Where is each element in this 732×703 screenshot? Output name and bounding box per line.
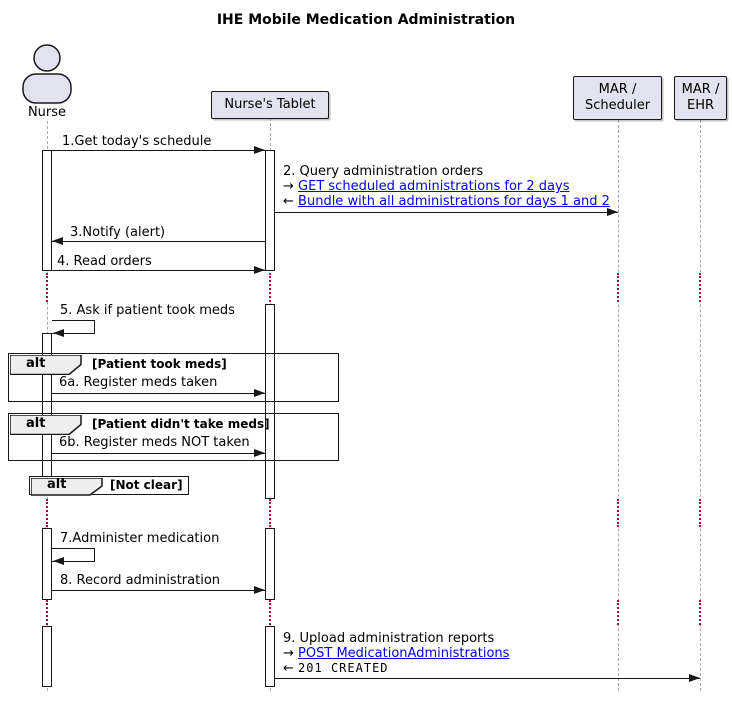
participant-scheduler bbox=[573, 76, 662, 120]
activation-bar-nurse bbox=[42, 626, 52, 687]
message-6b-label: 6b. Register meds NOT taken bbox=[59, 435, 250, 450]
delay-dots bbox=[44, 499, 51, 527]
message-2-label bbox=[283, 164, 610, 209]
activation-bar-tablet bbox=[265, 626, 275, 687]
delay-dots bbox=[267, 600, 274, 625]
alt-operator-label: alt bbox=[47, 477, 67, 492]
message-2-text: 2. Query administration orders bbox=[283, 164, 484, 179]
message-3-label: 3.Notify (alert) bbox=[70, 225, 166, 240]
diagram-title: IHE Mobile Medication Administration bbox=[216, 12, 516, 28]
delay-dots bbox=[697, 600, 704, 625]
alt-frame-1-header bbox=[10, 355, 82, 375]
delay-dots bbox=[615, 273, 622, 302]
arrowhead-right-icon bbox=[607, 208, 618, 216]
message-4-label: 4. Read orders bbox=[57, 254, 152, 269]
alt-frame-2-condition: [Patient didn't take meds] bbox=[92, 417, 270, 431]
message-4-arrow bbox=[52, 270, 265, 271]
delay-dots bbox=[267, 273, 274, 302]
delay-dots bbox=[44, 600, 51, 625]
message-9-response bbox=[283, 661, 509, 676]
activation-bar-tablet bbox=[265, 150, 275, 271]
arrowhead-right-icon bbox=[254, 449, 265, 457]
link-post-medication-administrations[interactable]: POST MedicationAdministrations bbox=[298, 646, 510, 661]
participant-ehr bbox=[674, 76, 727, 120]
message-1-label: 1.Get today's schedule bbox=[62, 134, 212, 149]
arrowhead-left-icon bbox=[52, 237, 63, 245]
message-9-label bbox=[283, 631, 509, 676]
response-arrow-icon: ← bbox=[283, 194, 294, 209]
participant-ehr-line2: EHR bbox=[686, 98, 715, 113]
alt-frame-2-header bbox=[10, 415, 82, 435]
message-2-response bbox=[283, 194, 610, 209]
message-9-arrow bbox=[275, 678, 700, 679]
arrowhead-right-icon bbox=[689, 674, 700, 682]
request-arrow-icon: → bbox=[283, 179, 294, 194]
alt-frame-1-condition: [Patient took meds] bbox=[92, 357, 227, 371]
delay-dots bbox=[615, 499, 622, 527]
message-9-request bbox=[283, 646, 509, 661]
message-6a-arrow bbox=[52, 393, 265, 394]
alt-operator-label: alt bbox=[26, 416, 46, 431]
actor-icon bbox=[20, 43, 74, 105]
arrowhead-right-icon bbox=[254, 389, 265, 397]
message-7-label: 7.Administer medication bbox=[60, 531, 220, 546]
delay-dots bbox=[697, 499, 704, 527]
arrowhead-left-icon bbox=[53, 329, 64, 337]
arrowhead-right-icon bbox=[254, 586, 265, 594]
activation-bar-tablet bbox=[265, 528, 275, 600]
delay-dots bbox=[697, 273, 704, 302]
participant-scheduler-line1: MAR / bbox=[598, 82, 637, 97]
participant-tablet-label: Nurse's Tablet bbox=[224, 97, 316, 112]
message-6b-arrow bbox=[52, 453, 265, 454]
alt-frame-3-header bbox=[31, 478, 103, 496]
link-bundle-administrations[interactable]: Bundle with all administrations for days 1 and 2 bbox=[298, 194, 610, 209]
alt-operator-label: alt bbox=[26, 356, 46, 371]
activation-bar-nurse bbox=[42, 150, 52, 271]
message-2-arrow bbox=[275, 212, 618, 213]
delay-dots bbox=[615, 600, 622, 625]
participant-ehr-line1: MAR / bbox=[681, 82, 720, 97]
message-3-arrow bbox=[52, 241, 265, 242]
alt-frame-3-condition: [Not clear] bbox=[110, 478, 183, 492]
link-get-scheduled-administrations[interactable]: GET scheduled administrations for 2 days bbox=[298, 179, 570, 194]
message-2-request bbox=[283, 179, 610, 194]
participant-tablet bbox=[211, 91, 329, 119]
arrowhead-left-icon bbox=[53, 557, 64, 565]
message-9-text: 9. Upload administration reports bbox=[283, 631, 495, 646]
arrowhead-right-icon bbox=[254, 146, 265, 154]
message-8-arrow bbox=[52, 590, 265, 591]
delay-dots bbox=[267, 499, 274, 527]
message-5-label: 5. Ask if patient took meds bbox=[60, 303, 235, 318]
request-arrow-icon: → bbox=[283, 646, 294, 661]
message-6a-label: 6a. Register meds taken bbox=[59, 375, 218, 390]
activation-bar-nurse bbox=[42, 528, 52, 600]
delay-dots bbox=[44, 273, 51, 302]
participant-nurse-label: Nurse bbox=[27, 105, 67, 120]
participant-scheduler-line2: Scheduler bbox=[584, 98, 651, 113]
response-status-code: 201 CREATED bbox=[298, 661, 389, 675]
message-8-label: 8. Record administration bbox=[60, 573, 221, 588]
arrowhead-right-icon bbox=[254, 266, 265, 274]
message-1-arrow bbox=[52, 150, 265, 151]
response-arrow-icon: ← bbox=[283, 661, 294, 676]
